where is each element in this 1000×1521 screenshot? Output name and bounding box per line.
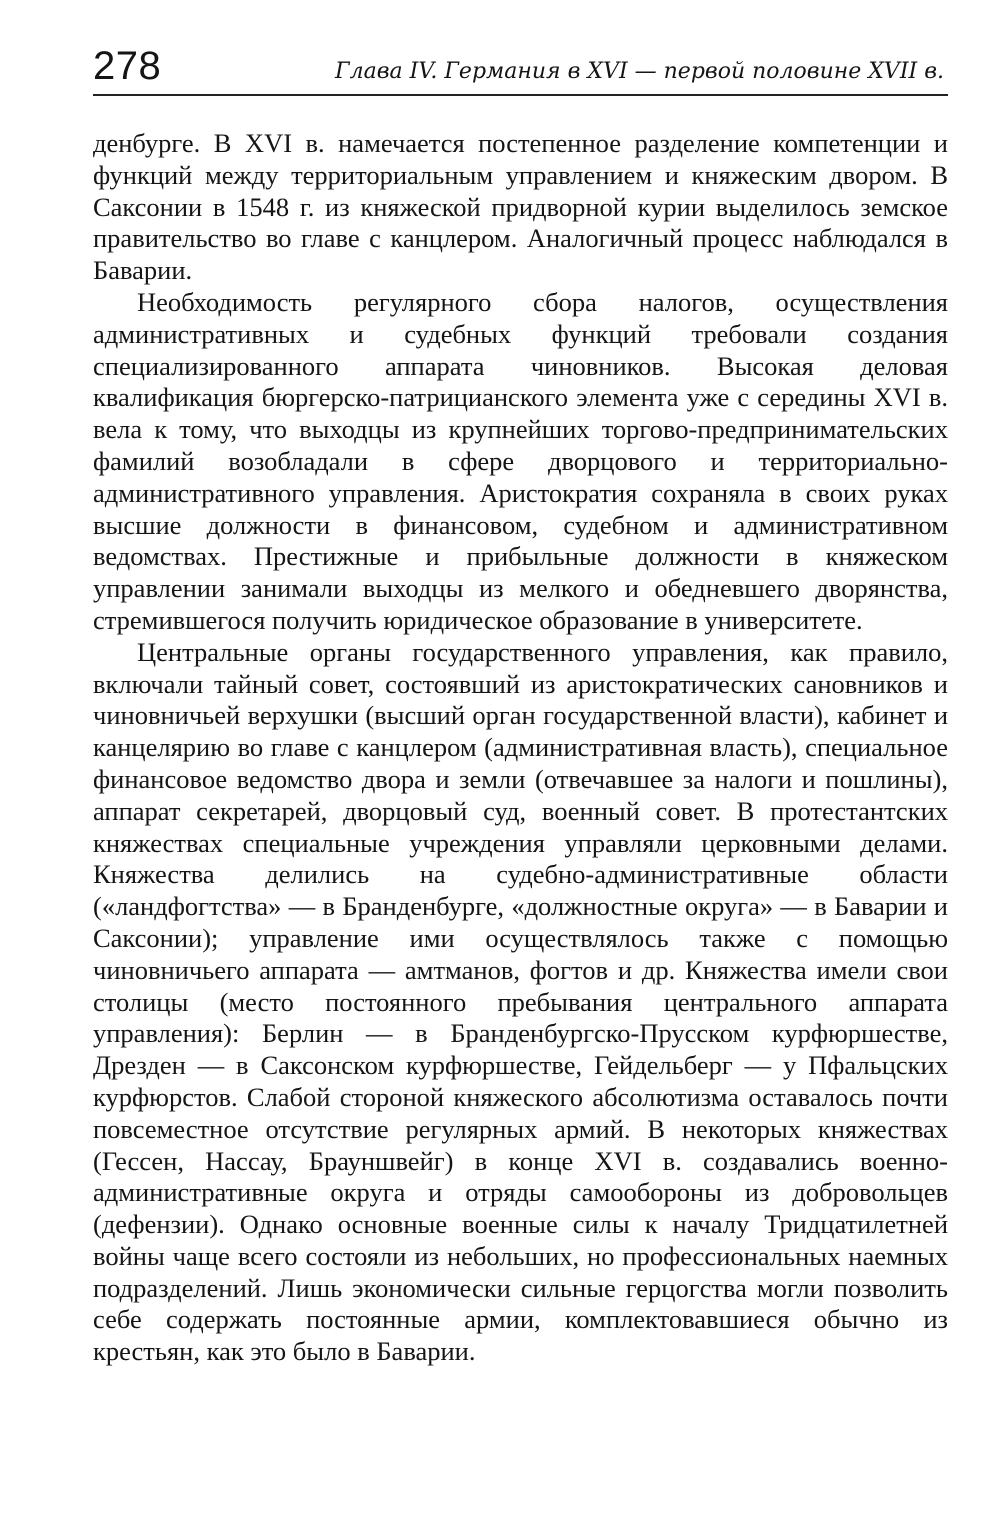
running-head: Глава IV. Германия в XVI — первой половине XVII в.: [335, 59, 944, 84]
paragraph-continued: денбурге. В XVI в. намечается постепенное разделение компетенции и функций между территориальным управлением и княжеским двором. В Саксонии в 1548 г. из княжеской придворной курии выделилось земское правительство во главе с канцлером. Аналогичный процесс наблюдался в Баварии.: [93, 128, 948, 286]
page-header: [93, 38, 948, 96]
header-rule: [93, 94, 948, 96]
paragraph-central-bodies: Центральные органы государственного управления, как правило, включали тайный совет, состоявший из аристократических сановников и чиновничьей верхушки (высший орган государственной власти), кабинет и канцелярию во главе с канцлером (административная власть), специальное финансовое ведомство двора и земли (отвечавшее за налоги и пошлины), аппарат секретарей, дворцовый суд, военный совет. В протестантских княжествах специальные учреждения управляли церковными делами. Княжества делились на судебно-административные области («ландфогтства» — в Бранденбурге, «должностные округа» — в Баварии и Саксонии); управление ими осуществлялось также с помощью чиновничьего аппарата — амтманов, фогтов и др. Княжества имели свои столицы (место постоянного пребывания центрального аппарата управления): Берлин — в Бранденбургско-Прусском курфюршестве, Дрезден — в Саксонском курфюршестве, Гейдельберг — у Пфальцских курфюрстов. Слабой стороной княжеского абсолютизма оставалось почти повсеместное отсутствие регулярных армий. В некоторых княжествах (Гессен, Нассау, Брауншвейг) в конце XVI в. создавались военно-административные округа и отряды самообороны из добровольцев (дефензии). Однако основные военные силы к началу Тридцатилетней войны чаще всего состояли из небольших, но профессиональных наемных подразделений. Лишь экономически сильные герцогства могли позволить себе содержать постоянные армии, комплектовавшиеся обычно из крестьян, как это было в Баварии.: [93, 636, 948, 1367]
text-body: [93, 128, 948, 1368]
paragraph-administration-staff: Необходимость регулярного сбора налогов, осуществления административных и судебных функций требовали создания специализированного аппарата чиновников. Высокая деловая квалификация бюргерско-патрицианского элемента уже с середины XVI в. вела к тому, что выходцы из крупнейших торгово-предпринимательских фамилий возобладали в сфере дворцового и территориально-административного управления. Аристократия сохраняла в своих руках высшие должности в финансовом, судебном и административном ведомствах. Престижные и прибыльные должности в княжеском управлении занимали выходцы из мелкого и обедневшего дворянства, стремившегося получить юридическое образование в университете.: [93, 286, 948, 635]
page-number: 278: [93, 44, 162, 88]
